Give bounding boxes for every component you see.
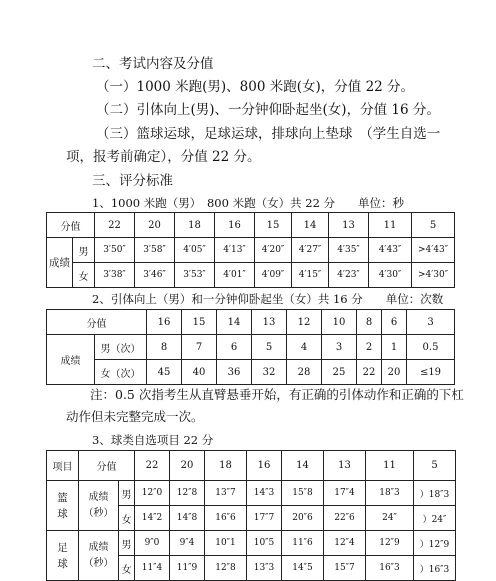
basketball-female-cell: 24″ (366, 506, 414, 531)
male-time-cell: 4′05″ (175, 238, 215, 263)
male-count-cell: 7 (182, 335, 217, 360)
football-metric-label: 成绩（秒） (79, 531, 119, 581)
female-label: 女 (73, 263, 95, 288)
score-cell: 16 (247, 451, 282, 481)
basketball-male-cell: 15″8 (282, 481, 324, 506)
female-count-cell: 45 (147, 360, 182, 385)
football-female-cell: 16″3 (366, 556, 414, 581)
football-male-cell: 12″4 (324, 531, 366, 556)
male-count-cell: 0.5 (407, 335, 455, 360)
basketball-female-cell: 22″6 (324, 506, 366, 531)
basketball-male-cell: 12″0 (135, 481, 170, 506)
score-cell: 11 (369, 213, 412, 238)
table1-caption: 1、1000 米跑（男） 800 米跑（女）共 22 分 单位：秒 (92, 196, 405, 210)
score-cell: 3 (407, 310, 455, 335)
male-time-cell: 4′13″ (215, 238, 255, 263)
male-time-cell: 4′35″ (329, 238, 369, 263)
female-label: 女 (119, 556, 135, 581)
exam-item-1: （一）1000 米跑(男)、800 米跑(女)，分值 22 分。 (96, 79, 415, 95)
female-time-cell: 4′30″ (369, 263, 412, 288)
score-header-label: 分值 (47, 310, 147, 335)
score-cell: 5 (412, 213, 455, 238)
basketball-male-cell: 12″8 (170, 481, 205, 506)
football-female-cell: 13″3 (247, 556, 282, 581)
male-count-cell: 6 (217, 335, 252, 360)
table2-caption: 2、引体向上（男）和一分钟仰卧起坐（女）共 16 分 单位：次数 (92, 292, 444, 306)
basketball-female-cell: 16″6 (205, 506, 247, 531)
basketball-male-cell: ）18″3 (414, 481, 456, 506)
football-male-cell: 12″9 (366, 531, 414, 556)
football-label: 足球 (47, 531, 79, 581)
football-male-cell: 10″5 (247, 531, 282, 556)
female-count-cell: 32 (252, 360, 287, 385)
male-count-cell: 4 (287, 335, 322, 360)
score-cell: 20 (135, 213, 175, 238)
male-count-cell: 3 (322, 335, 357, 360)
score-cell: 6 (382, 310, 407, 335)
female-count-cell: 36 (217, 360, 252, 385)
running-score-table (46, 212, 455, 288)
male-time-cell: 3′50″ (95, 238, 135, 263)
female-count-cell: 28 (287, 360, 322, 385)
football-male-cell: 10″1 (205, 531, 247, 556)
female-time-cell: 3′46″ (135, 263, 175, 288)
male-label: 男 (119, 481, 135, 506)
score-cell: 15 (182, 310, 217, 335)
score-cell: 16 (147, 310, 182, 335)
basketball-male-cell: 18″3 (366, 481, 414, 506)
score-cell: 16 (215, 213, 255, 238)
basketball-female-cell: 20″6 (282, 506, 324, 531)
male-count-cell: 1 (382, 335, 407, 360)
note-line-2: 动作但未完整完成一次。 (66, 409, 204, 424)
male-time-cell: 4′20″ (255, 238, 292, 263)
table3-caption: 3、球类自选项目 22 分 (92, 433, 214, 447)
male-count-cell: 5 (252, 335, 287, 360)
female-time-cell: 4′09″ (255, 263, 292, 288)
score-cell: 14 (217, 310, 252, 335)
football-female-cell: 11″9 (170, 556, 205, 581)
basketball-female-cell: 14″8 (170, 506, 205, 531)
score-cell: 11 (366, 451, 414, 481)
female-time-cell: 4′01″ (215, 263, 255, 288)
basketball-female-cell: 17″7 (247, 506, 282, 531)
basketball-male-cell: 13″7 (205, 481, 247, 506)
exam-item-3-line1: （三）篮球运球，足球运球，排球向上垫球 （学生自选一 (96, 126, 441, 142)
exam-item-3-line2: 项，报考前确定），分值 22 分。 (66, 149, 261, 165)
score-cell: 15 (255, 213, 292, 238)
pullup-situp-score-table (46, 309, 455, 385)
female-label: 女 (119, 506, 135, 531)
male-time-cell: 4′43″ (369, 238, 412, 263)
basketball-male-cell: 17″4 (324, 481, 366, 506)
male-count-label: 男（次） (95, 335, 147, 360)
section-heading-scoring: 三、评分标准 (92, 173, 173, 189)
female-time-cell: 4′15″ (292, 263, 329, 288)
note-line-1: 注：0.5 次指考生从直臂悬垂开始，有正确的引体动作和正确的下杠 (90, 387, 464, 402)
score-cell: 8 (357, 310, 382, 335)
ball-sports-score-table (46, 450, 456, 581)
item-column-header: 项目 (47, 451, 79, 481)
row-group-label: 成绩 (47, 335, 95, 385)
female-time-cell: 3′38″ (95, 263, 135, 288)
football-female-cell: 11″4 (135, 556, 170, 581)
score-cell: 14 (292, 213, 329, 238)
score-cell: 22 (135, 451, 170, 481)
male-label: 男 (73, 238, 95, 263)
score-cell: 13 (329, 213, 369, 238)
score-cell: 13 (252, 310, 287, 335)
score-cell: 12 (287, 310, 322, 335)
score-cell: 20 (170, 451, 205, 481)
male-time-cell: 4′27″ (292, 238, 329, 263)
basketball-label: 篮球 (47, 481, 79, 531)
score-cell: 18 (175, 213, 215, 238)
score-cell: 13 (324, 451, 366, 481)
male-count-cell: 2 (357, 335, 382, 360)
section-heading-exam-content: 二、考试内容及分值 (92, 56, 214, 72)
football-male-cell: 9″0 (135, 531, 170, 556)
female-count-cell: 20 (382, 360, 407, 385)
score-header-label: 分值 (47, 213, 95, 238)
male-count-cell: 8 (147, 335, 182, 360)
basketball-male-cell: 14″3 (247, 481, 282, 506)
female-count-cell: ≤19 (407, 360, 455, 385)
exam-item-2: （二）引体向上(男)、一分钟仰卧起坐(女)，分值 16 分。 (96, 102, 440, 118)
basketball-female-cell: 14″2 (135, 506, 170, 531)
score-cell: 14 (282, 451, 324, 481)
football-female-cell: 12″8 (205, 556, 247, 581)
male-time-cell: >4′43″ (412, 238, 455, 263)
score-cell: 5 (414, 451, 456, 481)
football-male-cell: ）12″9 (414, 531, 456, 556)
score-cell: 18 (205, 451, 247, 481)
football-female-cell: 15″7 (324, 556, 366, 581)
football-male-cell: 9″4 (170, 531, 205, 556)
female-count-label: 女（次） (95, 360, 147, 385)
female-time-cell: >4′30″ (412, 263, 455, 288)
female-count-cell: 40 (182, 360, 217, 385)
row-group-label: 成绩 (47, 238, 73, 288)
score-cell: 22 (95, 213, 135, 238)
football-female-cell: 14″5 (282, 556, 324, 581)
male-time-cell: 3′58″ (135, 238, 175, 263)
male-label: 男 (119, 531, 135, 556)
female-count-cell: 22 (357, 360, 382, 385)
female-count-cell: 25 (322, 360, 357, 385)
basketball-metric-label: 成绩（秒） (79, 481, 119, 531)
football-female-cell: ）16″3 (414, 556, 456, 581)
female-time-cell: 4′23″ (329, 263, 369, 288)
score-cell: 10 (322, 310, 357, 335)
football-male-cell: 11″6 (282, 531, 324, 556)
female-time-cell: 3′53″ (175, 263, 215, 288)
basketball-female-cell: ）24″ (414, 506, 456, 531)
score-header-label: 分值 (79, 451, 135, 481)
